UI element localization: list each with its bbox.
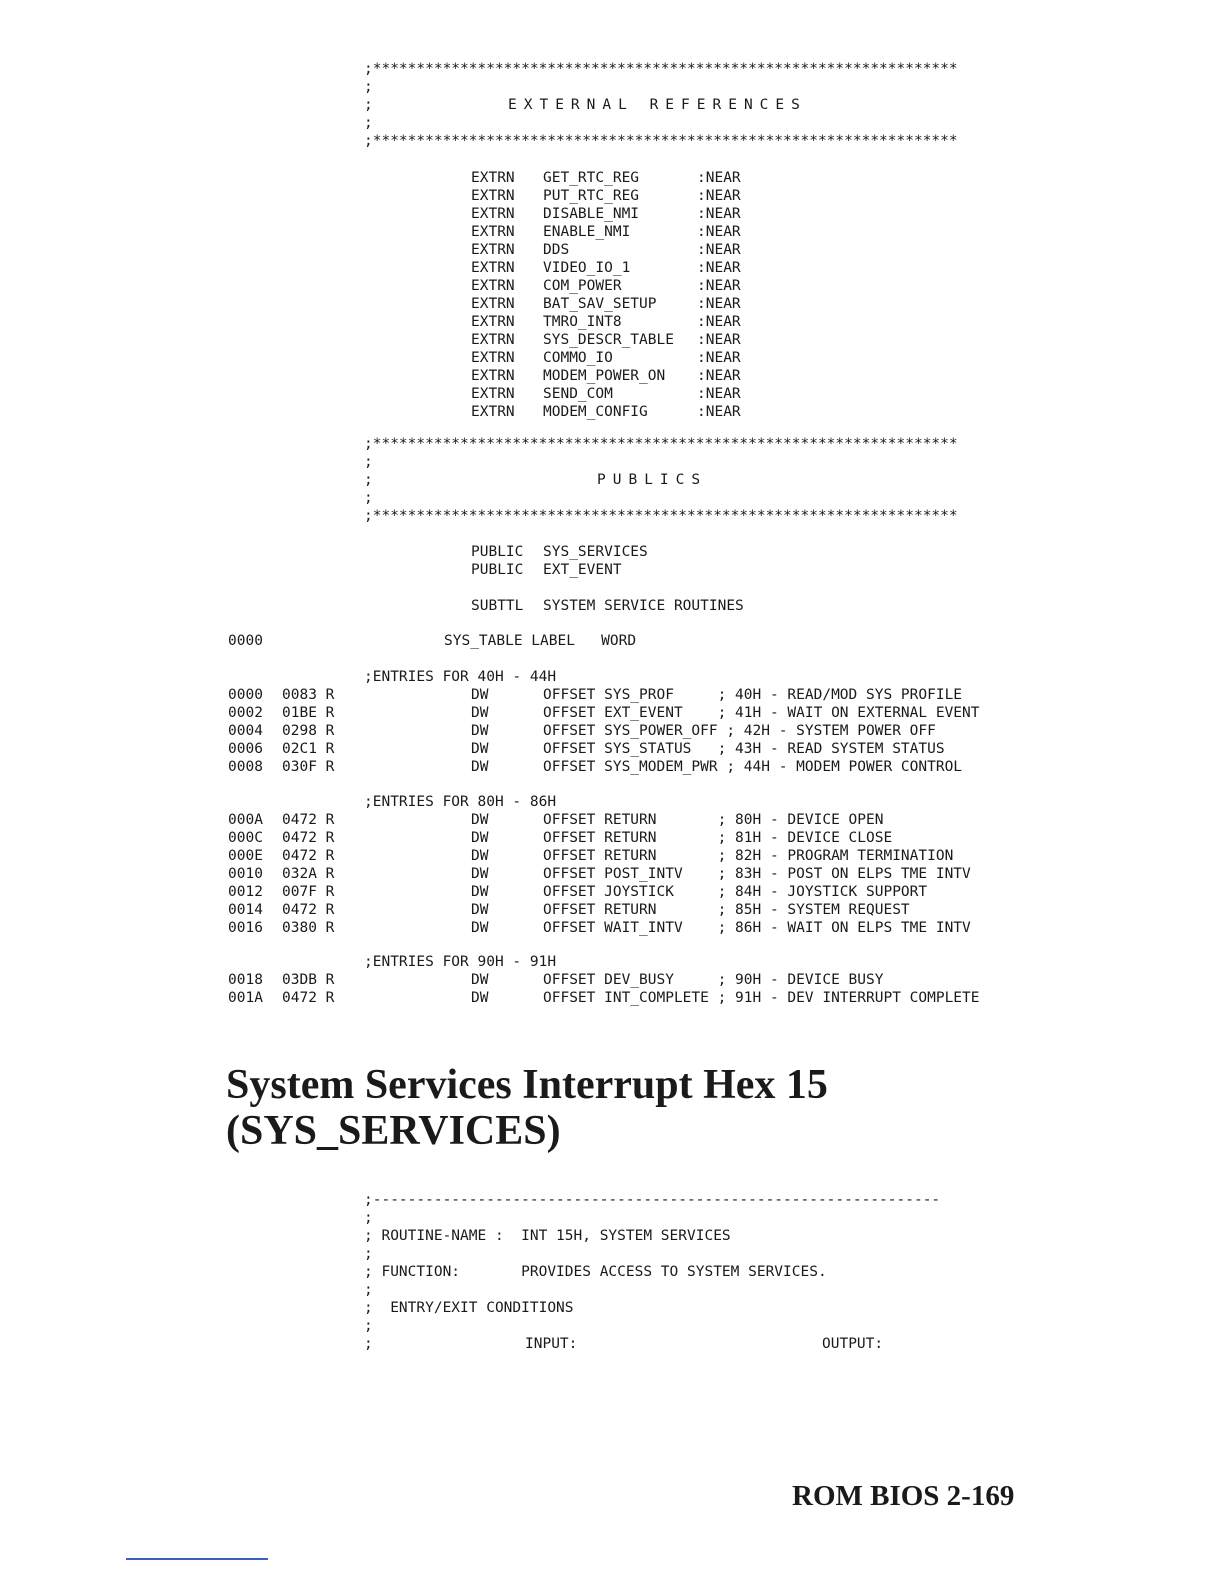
extrn-symbol: GET_RTC_REG: [543, 170, 640, 186]
row-value: 03DB R: [282, 972, 335, 988]
ext-refs-title: EXTERNAL REFERENCES: [508, 97, 807, 113]
section-heading-line: System Services Interrupt Hex 15: [226, 1062, 828, 1108]
row-addr: 000A: [228, 812, 263, 828]
extrn-keyword: EXTRN: [471, 206, 515, 222]
row-operand: OFFSET WAIT_INTV ; 86H - WAIT ON ELPS TME INTV: [543, 920, 971, 936]
extrn-attr: :NEAR: [697, 224, 741, 240]
extrn-symbol: MODEM_CONFIG: [543, 404, 648, 420]
row-addr: 0014: [228, 902, 263, 918]
row-addr: 0006: [228, 741, 263, 757]
extrn-keyword: EXTRN: [471, 278, 515, 294]
comment-line: ;: [364, 115, 373, 131]
extrn-keyword: EXTRN: [471, 350, 515, 366]
extrn-attr: :NEAR: [697, 278, 741, 294]
extrn-symbol: COMMO_IO: [543, 350, 613, 366]
row-op: DW: [471, 759, 489, 775]
row-operand: OFFSET RETURN ; 81H - DEVICE CLOSE: [543, 830, 893, 846]
extrn-attr: :NEAR: [697, 170, 741, 186]
extrn-attr: :NEAR: [697, 296, 741, 312]
row-op: DW: [471, 687, 489, 703]
extrn-attr: :NEAR: [697, 386, 741, 402]
extrn-attr: :NEAR: [697, 206, 741, 222]
row-addr: 0008: [228, 759, 263, 775]
row-op: DW: [471, 884, 489, 900]
row-operand: OFFSET SYS_POWER_OFF ; 42H - SYSTEM POWER OFF: [543, 723, 936, 739]
extrn-keyword: EXTRN: [471, 404, 515, 420]
row-operand: OFFSET RETURN ; 82H - PROGRAM TERMINATION: [543, 848, 954, 864]
extrn-symbol: SEND_COM: [543, 386, 613, 402]
extrn-symbol: TMRO_INT8: [543, 314, 622, 330]
subttl-keyword: SUBTTL: [471, 598, 524, 614]
row-value: 007F R: [282, 884, 335, 900]
ext-refs-top-rule: ;*******************************************************************: [364, 61, 958, 77]
routine-top-rule: ;-----------------------------------------------------------------: [364, 1192, 941, 1208]
row-op: DW: [471, 990, 489, 1006]
extrn-symbol: ENABLE_NMI: [543, 224, 631, 240]
extrn-symbol: VIDEO_IO_1: [543, 260, 631, 276]
extrn-keyword: EXTRN: [471, 242, 515, 258]
subttl-text: SYSTEM SERVICE ROUTINES: [543, 598, 744, 614]
extrn-attr: :NEAR: [697, 350, 741, 366]
extrn-symbol: PUT_RTC_REG: [543, 188, 640, 204]
comment-line: ;: [364, 1210, 373, 1226]
ext-refs-bottom-rule: ;*******************************************************************: [364, 133, 958, 149]
row-value: 0380 R: [282, 920, 335, 936]
comment-line: ;: [364, 472, 373, 488]
routine-name-line: ; ROUTINE-NAME : INT 15H, SYSTEM SERVICES: [364, 1228, 731, 1244]
row-value: 0083 R: [282, 687, 335, 703]
row-op: DW: [471, 705, 489, 721]
comment-line: ;: [364, 1282, 373, 1298]
public-symbol: SYS_SERVICES: [543, 544, 648, 560]
section-heading-line: (SYS_SERVICES): [226, 1108, 561, 1154]
row-addr: 0010: [228, 866, 263, 882]
row-operand: OFFSET SYS_MODEM_PWR ; 44H - MODEM POWER CONTROL: [543, 759, 963, 775]
row-op: DW: [471, 741, 489, 757]
extrn-keyword: EXTRN: [471, 170, 515, 186]
extrn-keyword: EXTRN: [471, 260, 515, 276]
row-addr: 0018: [228, 972, 263, 988]
row-operand: OFFSET EXT_EVENT ; 41H - WAIT ON EXTERNAL EVENT: [543, 705, 980, 721]
entry-group-header: ;ENTRIES FOR 90H - 91H: [364, 954, 557, 970]
comment-line: ;: [364, 1336, 373, 1352]
sys-table-label: SYS_TABLE LABEL WORD: [444, 633, 637, 649]
extrn-keyword: EXTRN: [471, 368, 515, 384]
sys-table-addr: 0000: [228, 633, 263, 649]
row-op: DW: [471, 830, 489, 846]
row-value: 0472 R: [282, 848, 335, 864]
extrn-symbol: BAT_SAV_SETUP: [543, 296, 657, 312]
publics-title: PUBLICS: [597, 472, 708, 488]
row-value: 01BE R: [282, 705, 335, 721]
public-symbol: EXT_EVENT: [543, 562, 622, 578]
row-operand: OFFSET DEV_BUSY ; 90H - DEVICE BUSY: [543, 972, 884, 988]
row-addr: 0002: [228, 705, 263, 721]
row-value: 0472 R: [282, 990, 335, 1006]
row-op: DW: [471, 723, 489, 739]
footer-rule: [126, 1558, 268, 1560]
extrn-symbol: COM_POWER: [543, 278, 622, 294]
extrn-attr: :NEAR: [697, 368, 741, 384]
public-keyword: PUBLIC: [471, 544, 524, 560]
extrn-keyword: EXTRN: [471, 386, 515, 402]
extrn-keyword: EXTRN: [471, 314, 515, 330]
row-op: DW: [471, 866, 489, 882]
row-operand: OFFSET RETURN ; 80H - DEVICE OPEN: [543, 812, 884, 828]
extrn-keyword: EXTRN: [471, 224, 515, 240]
row-value: 02C1 R: [282, 741, 335, 757]
routine-function-line: ; FUNCTION: PROVIDES ACCESS TO SYSTEM SERVICES.: [364, 1264, 827, 1280]
public-keyword: PUBLIC: [471, 562, 524, 578]
input-label: INPUT:: [525, 1336, 578, 1352]
row-addr: 0016: [228, 920, 263, 936]
extrn-symbol: SYS_DESCR_TABLE: [543, 332, 674, 348]
comment-line: ;: [364, 490, 373, 506]
extrn-attr: :NEAR: [697, 260, 741, 276]
row-operand: OFFSET SYS_PROF ; 40H - READ/MOD SYS PROFILE: [543, 687, 963, 703]
row-op: DW: [471, 972, 489, 988]
row-op: DW: [471, 848, 489, 864]
extrn-keyword: EXTRN: [471, 296, 515, 312]
comment-line: ;: [364, 79, 373, 95]
row-op: DW: [471, 902, 489, 918]
section-heading: [226, 1062, 828, 1154]
entry-group-header: ;ENTRIES FOR 80H - 86H: [364, 794, 557, 810]
page-footer: ROM BIOS 2-169: [792, 1480, 1015, 1512]
comment-line: ;: [364, 1318, 373, 1334]
row-value: 030F R: [282, 759, 335, 775]
row-value: 0472 R: [282, 830, 335, 846]
comment-line: ;: [364, 454, 373, 470]
row-operand: OFFSET RETURN ; 85H - SYSTEM REQUEST: [543, 902, 910, 918]
comment-line: ;: [364, 97, 373, 113]
extrn-symbol: MODEM_POWER_ON: [543, 368, 666, 384]
row-op: DW: [471, 920, 489, 936]
extrn-keyword: EXTRN: [471, 332, 515, 348]
row-addr: 000E: [228, 848, 263, 864]
row-addr: 001A: [228, 990, 263, 1006]
row-value: 032A R: [282, 866, 335, 882]
row-addr: 0004: [228, 723, 263, 739]
row-operand: OFFSET SYS_STATUS ; 43H - READ SYSTEM STATUS: [543, 741, 945, 757]
extrn-symbol: DISABLE_NMI: [543, 206, 640, 222]
extrn-attr: :NEAR: [697, 314, 741, 330]
entry-group-header: ;ENTRIES FOR 40H - 44H: [364, 669, 557, 685]
row-operand: OFFSET INT_COMPLETE ; 91H - DEV INTERRUPT COMPLETE: [543, 990, 980, 1006]
row-value: 0298 R: [282, 723, 335, 739]
row-addr: 000C: [228, 830, 263, 846]
row-value: 0472 R: [282, 812, 335, 828]
row-operand: OFFSET POST_INTV ; 83H - POST ON ELPS TME INTV: [543, 866, 971, 882]
row-value: 0472 R: [282, 902, 335, 918]
extrn-attr: :NEAR: [697, 332, 741, 348]
extrn-attr: :NEAR: [697, 404, 741, 420]
comment-line: ;: [364, 1246, 373, 1262]
routine-entry-exit-line: ; ENTRY/EXIT CONDITIONS: [364, 1300, 574, 1316]
row-operand: OFFSET JOYSTICK ; 84H - JOYSTICK SUPPORT: [543, 884, 928, 900]
extrn-symbol: DDS: [543, 242, 570, 258]
row-addr: 0012: [228, 884, 263, 900]
output-label: OUTPUT:: [822, 1336, 884, 1352]
extrn-keyword: EXTRN: [471, 188, 515, 204]
row-addr: 0000: [228, 687, 263, 703]
extrn-attr: :NEAR: [697, 242, 741, 258]
publics-bottom-rule: ;*******************************************************************: [364, 508, 958, 524]
publics-top-rule: ;*******************************************************************: [364, 436, 958, 452]
row-op: DW: [471, 812, 489, 828]
extrn-attr: :NEAR: [697, 188, 741, 204]
